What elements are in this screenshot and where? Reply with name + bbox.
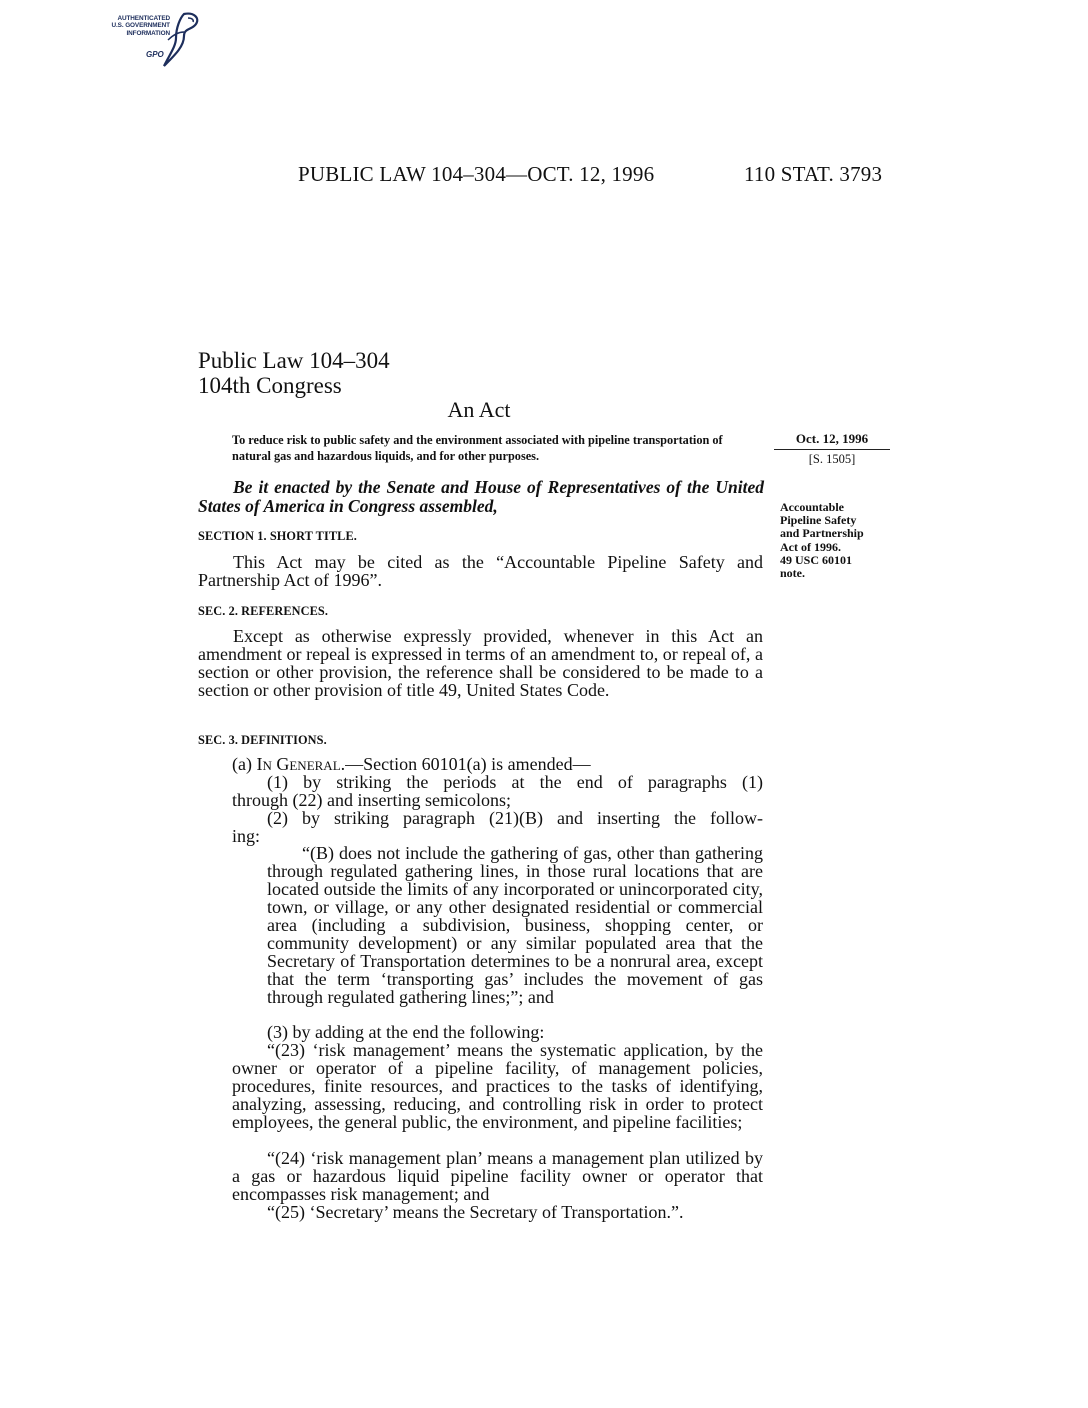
an-act-heading: An Act xyxy=(447,397,511,422)
margin-note-short-title xyxy=(780,501,864,580)
seal-line-1: AUTHENTICATED xyxy=(117,15,170,22)
paragraph-1-line-2: through (22) and inserting semicolons; xyxy=(232,790,511,810)
margin-note-line: Accountable xyxy=(780,500,844,514)
margin-note-line: note. xyxy=(780,566,805,581)
quoted-subparagraph-b: “(B) does not include the gathering of gas, other than gathering through regulated gathering lines, in those rural locations that are located outside the limits of any incorporated or unincorporated city, town, or village, or any other designated residential or commercial area (including a subdivision, business, shopping center, or community development) or any similar populated area that the Secretary of Transportation determines to be a nonrural area, except that the term ‘transporting gas’ includes the movement of gas through regulated gathering lines;”; and xyxy=(267,843,763,1007)
definition-25: “(25) ‘Secretary’ means the Secretary of Transportation.”. xyxy=(267,1202,684,1222)
subsection-a-text: .—Section 60101(a) is amended— xyxy=(340,754,591,774)
paragraph-1-line-1: (1) by striking the periods at the end of paragraphs (1) xyxy=(267,772,763,792)
section-1-text: This Act may be cited as the “Accountable Pipeline Safety and Partnership Act of 1996”. xyxy=(198,552,763,590)
margin-note-line: Act of 1996. xyxy=(780,539,841,554)
margin-note-line: and Partnership xyxy=(780,526,864,541)
running-head-title: PUBLIC LAW 104–304—OCT. 12, 1996 xyxy=(298,162,655,186)
seal-line-2: U.S. GOVERNMENT xyxy=(111,22,170,30)
definition-24: “(24) ‘risk management plan’ means a management plan utilized by a gas or hazardous liquid pipeline facility owner or operator that encompasses risk management; and xyxy=(232,1148,763,1204)
eagle-icon xyxy=(154,10,204,68)
paragraph-2-line-2: ing: xyxy=(232,826,261,846)
section-3-heading: SEC. 3. DEFINITIONS. xyxy=(198,733,327,747)
margin-note-line: Pipeline Safety xyxy=(780,513,857,528)
enacting-clause: Be it enacted by the Senate and House of Representatives of the United States of America in Congress assembled, xyxy=(198,477,764,516)
congress-number: 104th Congress xyxy=(198,373,342,398)
section-2-text: Except as otherwise expressly provided, whenever in this Act an amendment or repeal is expressed in terms of an amendment to, or repeal of, a section or other provision, the reference shall be considered to be made to a section or other provision of title 49, United States Code. xyxy=(198,626,763,700)
section-1-heading: SECTION 1. SHORT TITLE. xyxy=(198,529,357,543)
section-2-heading: SEC. 2. REFERENCES. xyxy=(198,604,329,618)
subsection-a-prefix: (a) xyxy=(232,754,257,774)
margin-date: Oct. 12, 1996 xyxy=(774,431,890,450)
seal-line-3: INFORMATION xyxy=(126,29,170,37)
margin-note-line: 49 USC 60101 xyxy=(780,552,853,567)
paragraph-3: (3) by adding at the end the following: xyxy=(267,1022,545,1042)
gpo-authentication-seal xyxy=(84,10,202,68)
act-purpose: To reduce risk to public safety and the environment associated with pipeline transportation of natural gas and hazardous liquids, and for other purposes. xyxy=(232,433,723,463)
subsection-a-label: In General xyxy=(256,754,341,774)
paragraph-2-line-1: (2) by striking paragraph (21)(B) and inserting the follow- xyxy=(267,808,763,828)
seal-gpo-mark: GPO xyxy=(146,50,164,59)
public-law-number: Public Law 104–304 xyxy=(198,348,390,373)
subsection-a xyxy=(232,755,763,773)
margin-bill-number: [S. 1505] xyxy=(808,452,856,466)
definition-23: “(23) ‘risk management’ means the systematic application, by the owner or operator of a pipeline facility, of management policies, procedures, finite resources, and practices to the tasks of identifying, analyzing, assessing, reducing, and controlling risk in order to protect employees, the general public, the environment, and pipeline facilities; xyxy=(232,1040,763,1132)
running-head-page-number: 110 STAT. 3793 xyxy=(744,162,883,186)
